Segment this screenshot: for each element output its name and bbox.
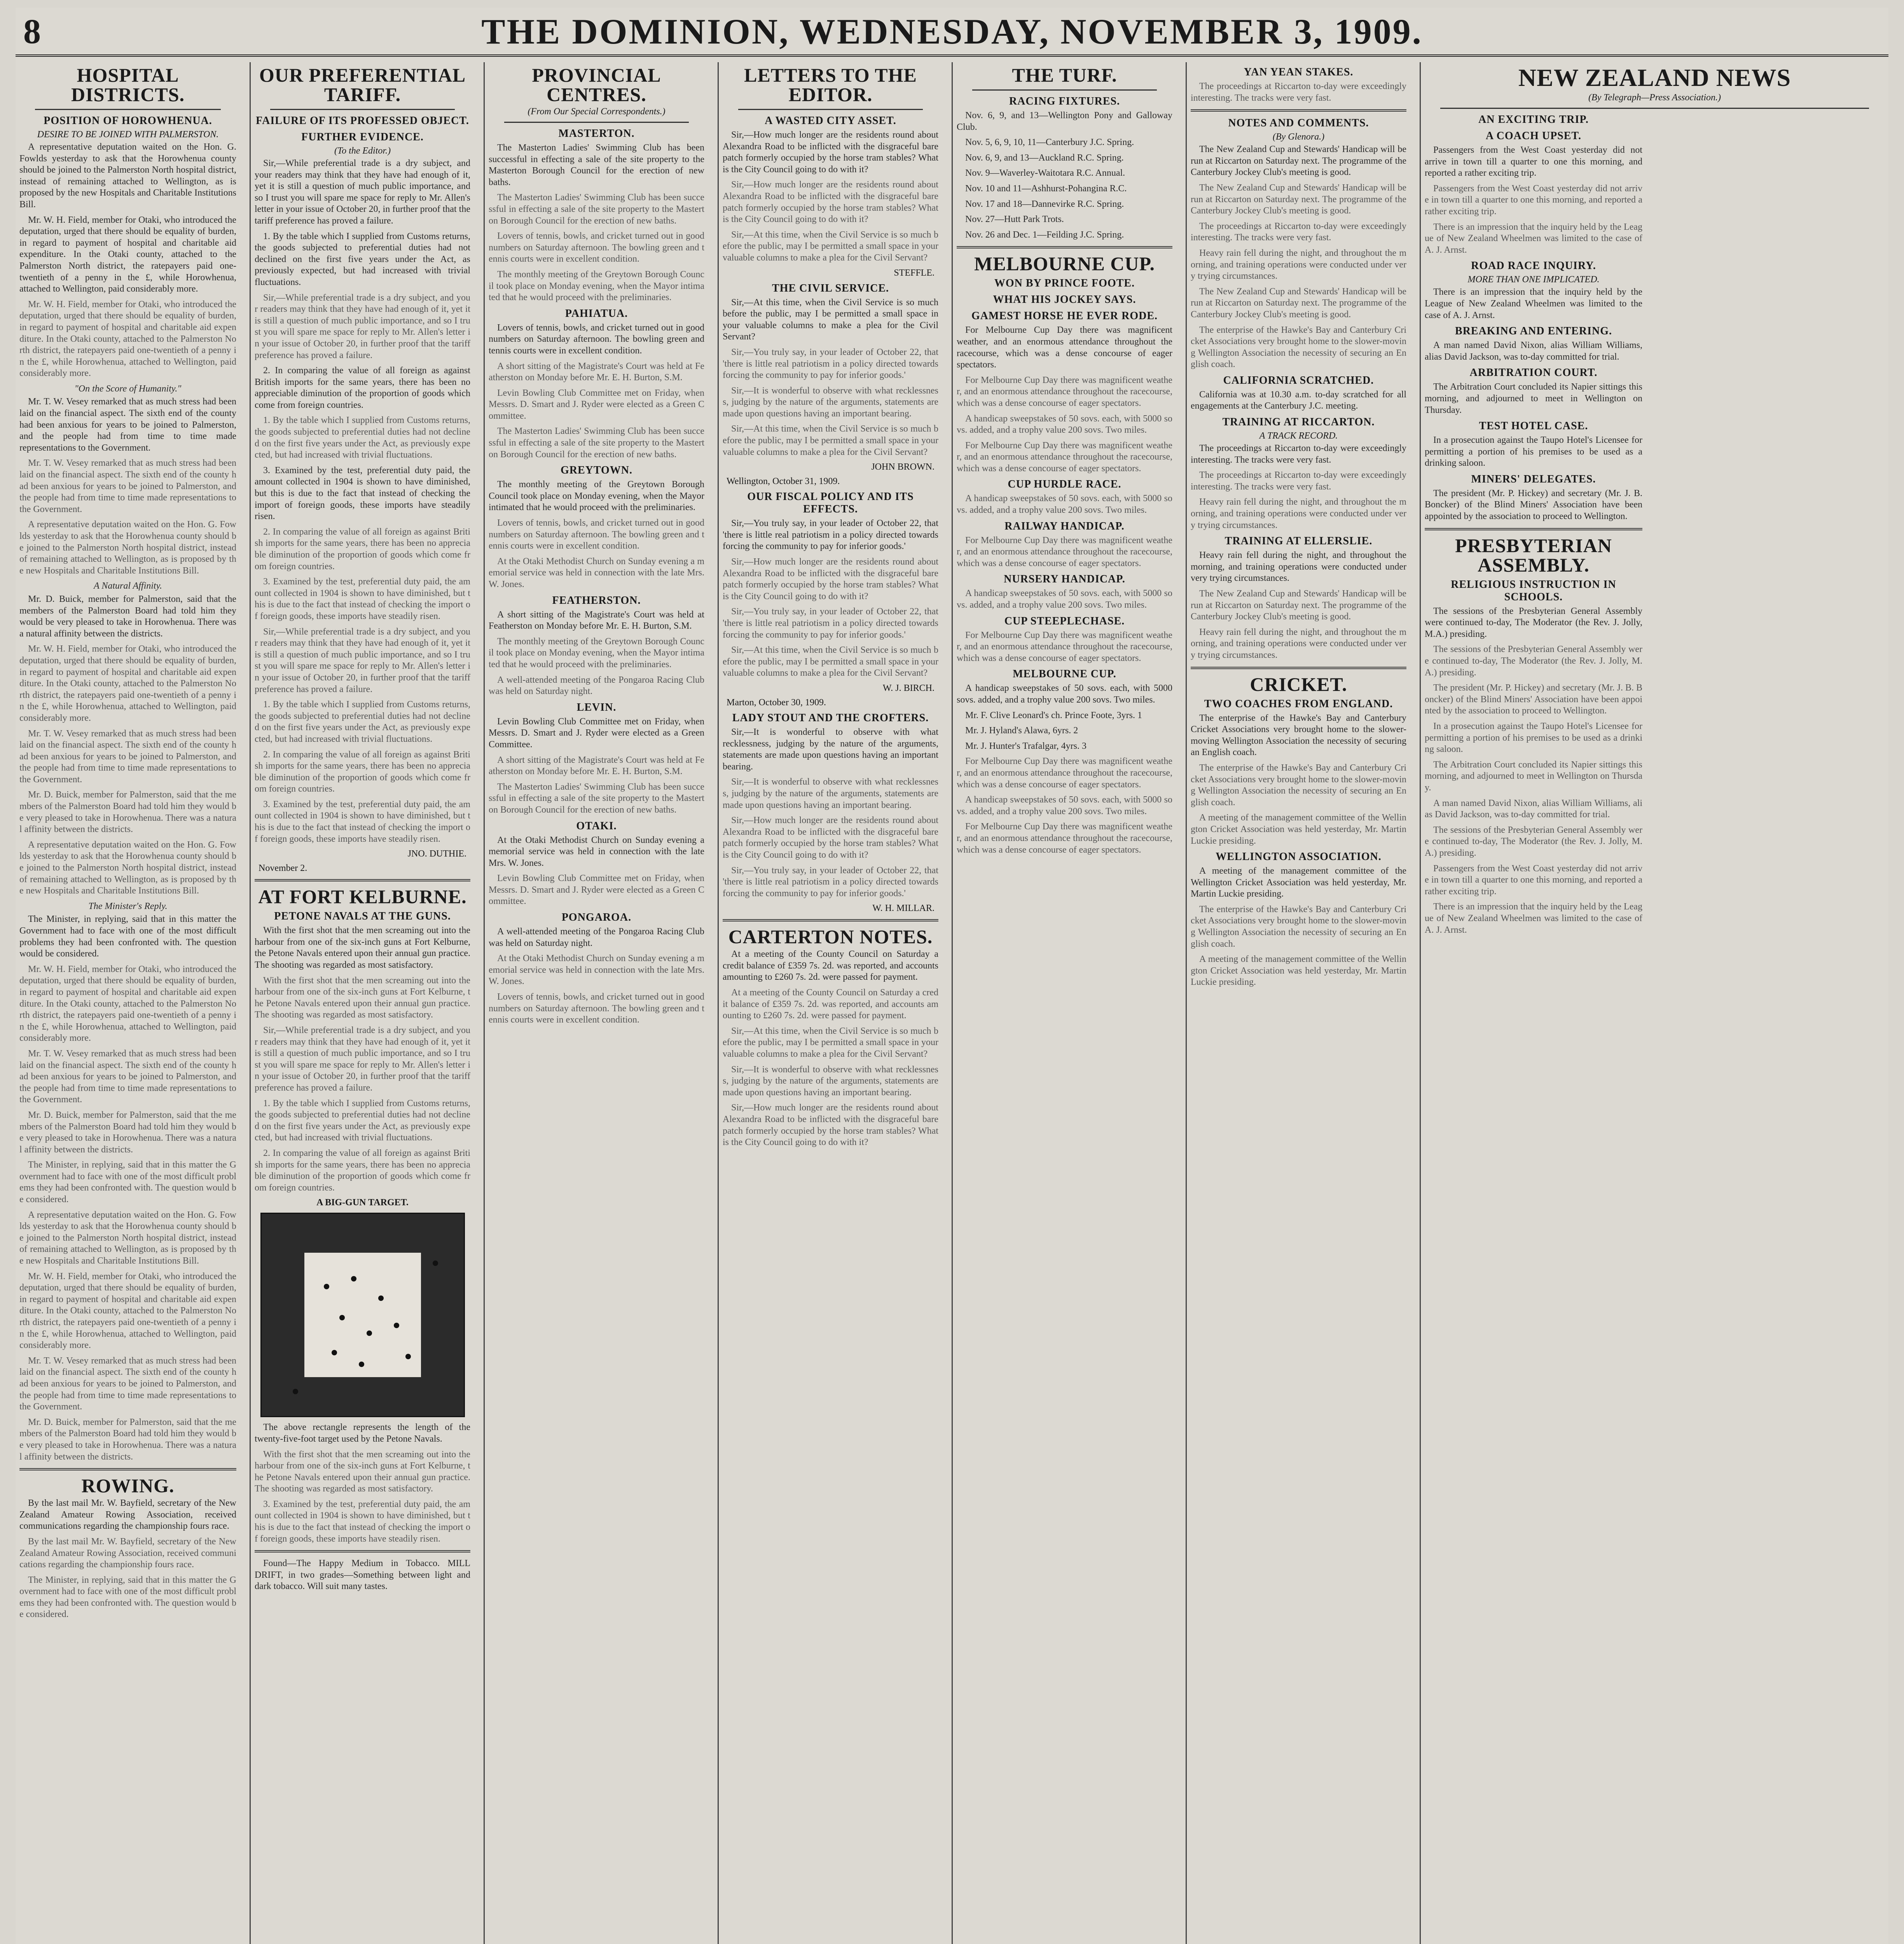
paragraph: Sir,—While preferential trade is a dry subject, and your readers may think that they have had enough of it, yet it is still a question of much public importance, and so I trust you will spare me space for reply to Mr. Allen's letter in your issue of October 20, in further proof that the tariff preference has proved a failure. (255, 626, 470, 694)
subheading: GAMEST HORSE HE EVER RODE. (971, 310, 1158, 322)
paragraph: Mr. D. Buick, member for Palmerston, said that the members of the Palmerston Board had told him they would be very pleased to take in Horowhenua. There was a natural affinity between the districts. (19, 1110, 236, 1155)
shot-mark (351, 1276, 356, 1281)
subheading: PETONE NAVALS AT THE GUNS. (274, 910, 451, 923)
paragraph: With the first shot that the men screaming out into the harbour from one of the six-inch guns at Fort Kelburne, the Petone Navals entered upon their annual gun practice. The shooting was regarded as most satisfactory. (255, 1449, 470, 1494)
paragraph: Sir,—At this time, when the Civil Service is so much before the public, may I be permitted a small space in your valuable columns to make a plea for the Civil Servant? (723, 645, 938, 678)
paragraph: A meeting of the management committee of the Wellington Cricket Association was held yesterday, Mr. Martin Luckie presiding. (1191, 813, 1406, 846)
subheading: RAILWAY HANDICAP. (1004, 520, 1125, 532)
subheading: A WASTED CITY ASSET. (765, 115, 896, 127)
subheading: A COACH UPSET. (1485, 130, 1582, 142)
paragraph: 3. Examined by the test, preferential duty paid, the amount collected in 1904 is shown to have diminished, but this is due to the fact that instead of checking the import of foreign goods, these imports have steadily risen. (255, 465, 470, 522)
paragraph: Levin Bowling Club Committee met on Friday, when Messrs. D. Smart and J. Ryder were elected as a Green Committee. (489, 388, 704, 421)
paragraph: Sir,—It is wonderful to observe with what recklessness, judging by the nature of the arguments, statements are made upon questions having an important bearing. (723, 385, 938, 419)
figure-caption: A BIG-GUN TARGET. (316, 1198, 409, 1208)
paragraph: Sir,—You truly say, in your leader of October 22, that 'there is little real patriotism in a policy directed towards forcing the community to pay for inferior goods.' (723, 518, 938, 552)
paragraph: At the Otaki Methodist Church on Sunday evening a memorial service was held in connection with the late Mrs. W. Jones. (489, 953, 704, 987)
paragraph: The Masterton Ladies' Swimming Club has been successful in effecting a sale of the site property to the Masterton Borough Council for the erection of new baths. (489, 192, 704, 226)
signature: W. H. MILLAR. (872, 903, 935, 914)
subheading: TRAINING AT ELLERSLIE. (1224, 535, 1373, 547)
paragraph: A representative deputation waited on the Hon. G. Fowlds yesterday to ask that the Horowhenua county should be joined to the Palmerston North hospital district, instead of remaining attached to Wellington, as is proposed by the new Hospitals and Charitable Institutions Bill. (19, 142, 236, 210)
paragraph: A man named David Nixon, alias William Williams, alias David Jackson, was to-day committed for trial. (1425, 798, 1642, 820)
fixture-item: Nov. 5, 6, 9, 10, 11—Canterbury J.C. Spring. (965, 137, 1134, 148)
paragraph: By the last mail Mr. W. Bayfield, secretary of the New Zealand Amateur Rowing Association, received communications regarding the championship fours race. (19, 1536, 236, 1570)
article-heading: PRESBYTERIAN ASSEMBLY. (1455, 534, 1612, 576)
paragraph: Sir,—You truly say, in your leader of October 22, that 'there is little real patriotism in a policy directed towards forcing the community to pay for inferior goods.' (723, 347, 938, 381)
article-body (255, 1422, 470, 1545)
paragraph: The enterprise of the Hawke's Bay and Canterbury Cricket Associations very brought home to the slower-moving Wellington Association the necessity of securing an English coach. (1191, 713, 1406, 758)
paragraph: Mr. T. W. Vesey remarked that as much stress had been laid on the financial aspect. The sixth end of the county had been anxious for years to be joined to Palmerston, and the people had from time to time made representations to the Government. (19, 1048, 236, 1105)
fixture-item: Nov. 6, 9, and 13—Wellington Pony and Galloway Club. (957, 110, 1172, 132)
paragraph: Mr. T. W. Vesey remarked that as much stress had been laid on the financial aspect. The sixth end of the county had been anxious for years to be joined to Palmerston, and the people had from time to time made representations to the Government. (19, 458, 236, 514)
paragraph: The president (Mr. P. Hickey) and secretary (Mr. J. B. Boncker) of the Blind Miners' Association have been appointed by the association to proceed to Wellington. (1425, 683, 1642, 716)
column-6 (1186, 62, 1410, 1944)
paragraph: The Minister, in replying, said that in this matter the Government had to face with one of the most difficult problems they had been confronted with. The question would be considered. (19, 1160, 236, 1205)
paragraph: A handicap sweepstakes of 50 sovs. each, with 5000 sovs. added, and a trophy value 200 sovs. Two miles. (957, 795, 1172, 816)
paragraph: 2. In comparing the value of all foreign as against British imports for the same years, there has been no appreciable diminution of the proportion of goods which come from foreign countries. (255, 365, 470, 410)
paragraph: The Arbitration Court concluded its Napier sittings this morning, and adjourned to meet in Wellington on Thursday. (1425, 759, 1642, 793)
subheading: WELLINGTON ASSOCIATION. (1216, 851, 1382, 863)
subheading: MINERS' DELEGATES. (1471, 473, 1596, 485)
article-heading: CARTERTON NOTES. (728, 926, 933, 948)
subheading: ROAD RACE INQUIRY. (1471, 260, 1596, 272)
paragraph: Sir,—While preferential trade is a dry subject, and your readers may think that they have had enough of it, yet it is still a question of much public importance, and so I trust you will spare me space for reply to Mr. Allen's letter in your issue of October 20, in further proof that the tariff preference has proved a failure. (255, 1025, 470, 1093)
article-heading: MELBOURNE CUP. (974, 253, 1155, 275)
shot-mark (394, 1323, 399, 1328)
ad-text: Found—The Happy Medium in Tobacco. MILL DRIFT, in two grades—Something between light and dark tobacco. Will suit many tastes. (255, 1558, 470, 1592)
article-heading: NEW ZEALAND NEWS (1518, 64, 1791, 91)
subheading: OTAKI. (576, 820, 617, 832)
paragraph: For Melbourne Cup Day there was magnificent weather, and an enormous attendance throughout the racecourse, which was a dense concourse of eager spectators. (957, 630, 1172, 663)
paragraph: At a meeting of the County Council on Saturday a credit balance of £359 7s. 2d. was reported, and accounts amounting to £260 7s. 2d. were passed for payment. (723, 949, 938, 982)
paragraph: A short sitting of the Magistrate's Court was held at Featherston on Monday before Mr. E. H. Burton, S.M. (489, 361, 704, 383)
paragraph: There is an impression that the inquiry held by the League of New Zealand Wheelmen was limited to the case of A. J. Arnst. (1425, 222, 1642, 255)
paragraph: For Melbourne Cup Day there was magnificent weather, and an enormous attendance throughout the racecourse, which was a dense concourse of eager spectators. (957, 325, 1172, 370)
column-2 (250, 62, 474, 1944)
paragraph: Sir,—How much longer are the residents round about Alexandra Road to be inflicted with the disgraceful bare patch formerly occupied by the horse tram stables? What is the City Council going to do with it? (723, 180, 938, 225)
article-body (1425, 606, 1642, 936)
paragraph: The enterprise of the Hawke's Bay and Canterbury Cricket Associations very brought home to the slower-moving Wellington Association the necessity of securing an English coach. (1191, 325, 1406, 370)
paragraph: Lovers of tennis, bowls, and cricket turned out in good numbers on Saturday afternoon. The bowling green and tennis courts were in excellent condition. (489, 322, 704, 356)
paragraph: At the Otaki Methodist Church on Sunday evening a memorial service was held in connection with the late Mrs. W. Jones. (489, 835, 704, 868)
article-body (1191, 81, 1406, 104)
advertisement (255, 1558, 470, 1593)
paragraph: The New Zealand Cup and Stewards' Handicap will be run at Riccarton on Saturday next. The programme of the Canterbury Jockey Club's meeting is good. (1191, 286, 1406, 320)
subheading: TWO COACHES FROM ENGLAND. (1204, 698, 1393, 710)
article-body (489, 835, 704, 908)
news-column-left (1425, 114, 1642, 936)
article-body (489, 716, 704, 816)
paragraph: Sir,—It is wonderful to observe with what recklessness, judging by the nature of the arguments, statements are made upon questions having an important bearing. (723, 777, 938, 810)
paragraph: Sir,—How much longer are the residents round about Alexandra Road to be inflicted with the disgraceful bare patch formerly occupied by the horse tram stables? What is the City Council going to do with it? (723, 1103, 938, 1148)
subheading: YAN YEAN STAKES. (1244, 66, 1354, 78)
subheading: "On the Score of Humanity." (74, 383, 182, 394)
paragraph: At a meeting of the County Council on Saturday a credit balance of £359 7s. 2d. was reported, and accounts amounting to £260 7s. 2d. were passed for payment. (723, 988, 938, 1021)
paragraph: Passengers from the West Coast yesterday did not arrive in town till a quarter to one this morning, and reported a rather exciting trip. (1425, 183, 1642, 217)
paragraph: The Minister, in replying, said that in this matter the Government had to face with one of the most difficult problems they had been confronted with. The question would be considered. (19, 1575, 236, 1620)
paragraph: Mr. D. Buick, member for Palmerston, said that the members of the Palmerston Board had told him they would be very pleased to take in Horowhenua. There was a natural affinity between the districts. (19, 790, 236, 835)
subheading: The Minister's Reply. (88, 901, 168, 911)
shot-mark (324, 1284, 329, 1289)
paragraph: The Masterton Ladies' Swimming Club has been successful in effecting a sale of the site property to the Masterton Borough Council for the erection of new baths. (489, 426, 704, 460)
paragraph: Heavy rain fell during the night, and throughout the morning, and training operations were conducted under very trying circumstances. (1191, 550, 1406, 584)
article-body (1425, 488, 1642, 523)
subheading: BREAKING AND ENTERING. (1455, 325, 1612, 337)
article-body (489, 926, 704, 1026)
paragraph: A meeting of the management committee of the Wellington Cricket Association was held yesterday, Mr. Martin Luckie presiding. (1191, 954, 1406, 988)
paragraph: For Melbourne Cup Day there was magnificent weather, and an enormous attendance throughout the racecourse, which was a dense concourse of eager spectators. (957, 440, 1172, 474)
subheading: MORE THAN ONE IMPLICATED. (1467, 274, 1600, 285)
subheading: NOTES AND COMMENTS. (1228, 117, 1369, 129)
paragraph: 1. By the table which I supplied from Customs returns, the goods subjected to preferential duties had not declined on the first five years under the Act, as previously expected, but had increased with trivial fluctuations. (255, 699, 470, 744)
paragraph: For Melbourne Cup Day there was magnificent weather, and an enormous attendance throughout the racecourse, which was a dense concourse of eager spectators. (957, 756, 1172, 790)
article-body (1191, 389, 1406, 412)
paragraph: The Masterton Ladies' Swimming Club has been successful in effecting a sale of the site property to the Masterton Borough Council for the erection of new baths. (489, 781, 704, 815)
paragraph: The president (Mr. P. Hickey) and secretary (Mr. J. B. Boncker) of the Blind Miners' Association have been appointed by the association to proceed to Wellington. (1425, 488, 1642, 522)
paragraph: Sir,—How much longer are the residents round about Alexandra Road to be inflicted with the disgraceful bare patch formerly occupied by the horse tram stables? What is the City Council going to do with it? (723, 130, 938, 175)
paragraph: In a prosecution against the Taupo Hotel's Licensee for permitting a portion of his premises to be used as a drinking saloon. (1425, 435, 1642, 469)
subheading: (By Telegraph—Press Association.) (1588, 93, 1721, 103)
column-3 (484, 62, 708, 1944)
paragraph: The monthly meeting of the Greytown Borough Council took place on Monday evening, when the Mayor intimated that he would proceed with the preliminaries. (489, 269, 704, 303)
paragraph: For Melbourne Cup Day there was magnificent weather, and an enormous attendance throughout the racecourse, which was a dense concourse of eager spectators. (957, 535, 1172, 568)
paragraph: The proceedings at Riccarton to-day were exceedingly interesting. The tracks were very fast. (1191, 221, 1406, 243)
paragraph: Sir,—How much longer are the residents round about Alexandra Road to be inflicted with the disgraceful bare patch formerly occupied by the horse tram stables? What is the City Council going to do with it? (723, 557, 938, 601)
paragraph: 1. By the table which I supplied from Customs returns, the goods subjected to preferential duties had not declined on the first five years under the Act, as previously expected, but had increased with trivial fluctuations. (255, 1098, 470, 1143)
paragraph: 1. By the table which I supplied from Customs returns, the goods subjected to preferential duties had not declined on the first five years under the Act, as previously expected, but had increased with trivial fluctuations. (255, 415, 470, 460)
article-body (1191, 550, 1406, 661)
paragraph: The enterprise of the Hawke's Bay and Canterbury Cricket Associations very brought home to the slower-moving Wellington Association the necessity of securing an English coach. (1191, 762, 1406, 808)
paragraph: 1. By the table which I supplied from Customs returns, the goods subjected to preferential duties had not declined on the first five years under the Act, as previously expected, but had increased with trivial fluctuations. (255, 231, 470, 287)
target-rectangle (304, 1253, 421, 1377)
subheading: CUP STEEPLECHASE. (1004, 615, 1125, 627)
dateline: Wellington, October 31, 1909. (727, 476, 840, 487)
paragraph: A representative deputation waited on the Hon. G. Fowlds yesterday to ask that the Horowhenua county should be joined to the Palmerston North hospital district, instead of remaining attached to Wellington, as is proposed by the new Hospitals and Charitable Institutions Bill. (19, 519, 236, 576)
subheading: PONGAROA. (561, 911, 632, 924)
fixture-item: Nov. 9—Waverley-Waitotara R.C. Annual. (965, 168, 1125, 178)
column-5 (952, 62, 1176, 1944)
byline: (By Glenora.) (1272, 132, 1325, 142)
subheading: WON BY PRINCE FOOTE. (994, 277, 1135, 290)
paragraph: Levin Bowling Club Committee met on Friday, when Messrs. D. Smart and J. Ryder were elected as a Green Committee. (489, 873, 704, 907)
subheading: FURTHER EVIDENCE. (301, 131, 424, 143)
article-body (957, 588, 1172, 611)
paragraph: Mr. T. W. Vesey remarked that as much stress had been laid on the financial aspect. The sixth end of the county had been anxious for years to be joined to Palmerston, and the people had from time to time made representations to the Government. (19, 397, 236, 453)
article-body (957, 630, 1172, 664)
paragraph: A handicap sweepstakes of 50 sovs. each, with 5000 sovs. added, and a trophy value 200 sovs. Two miles. (957, 413, 1172, 435)
shot-mark (405, 1354, 411, 1359)
column-7 (1420, 62, 1888, 1944)
article-body (723, 518, 938, 679)
paragraph: The monthly meeting of the Greytown Borough Council took place on Monday evening, when the Mayor intimated that he would proceed with the preliminaries. (489, 636, 704, 670)
newspaper-title: THE DOMINION, WEDNESDAY, NOVEMBER 3, 1909. (481, 12, 1423, 51)
paragraph: 3. Examined by the test, preferential duty paid, the amount collected in 1904 is shown to have diminished, but this is due to the fact that instead of checking the import of foreign goods, these imports have steadily risen. (255, 577, 470, 621)
shot-mark (367, 1330, 372, 1336)
article-body (489, 479, 704, 590)
masthead (16, 8, 1888, 57)
paragraph: A representative deputation waited on the Hon. G. Fowlds yesterday to ask that the Horowhenua county should be joined to the Palmerston North hospital district, instead of remaining attached to Wellington, as is proposed by the new Hospitals and Charitable Institutions Bill. (19, 839, 236, 896)
paragraph: Mr. W. H. Field, member for Otaki, who introduced the deputation, urged that there should be equality of burden, in regard to payment of hospital and charitable aid expenditure. In the Otaki county, attached to the Palmerston North district, the ratepayers paid one-twentieth of a penny in the £, while Horowhenua, attached to Wellington, paid considerably more. (19, 964, 236, 1044)
paragraph: By the last mail Mr. W. Bayfield, secretary of the New Zealand Amateur Rowing Association, received communications regarding the championship fours race. (19, 1498, 236, 1531)
shot-mark (332, 1350, 337, 1355)
paragraph: Sir,—You truly say, in your leader of October 22, that 'there is little real patriotism in a policy directed towards forcing the community to pay for inferior goods.' (723, 865, 938, 899)
paragraph: Sir,—You truly say, in your leader of October 22, that 'there is little real patriotism in a policy directed towards forcing the community to pay for inferior goods.' (723, 607, 938, 640)
paragraph: A handicap sweepstakes of 50 sovs. each, with 5000 sovs. added, and a trophy value 200 sovs. Two miles. (957, 683, 1172, 705)
paragraph: Mr. W. H. Field, member for Otaki, who introduced the deputation, urged that there should be equality of burden, in regard to payment of hospital and charitable aid expenditure. In the Otaki county, attached to the Palmerston North district, the ratepayers paid one-twentieth of a penny in the £, while Horowhenua, attached to Wellington, paid considerably more. (19, 299, 236, 379)
paragraph: 3. Examined by the test, preferential duty paid, the amount collected in 1904 is shown to have diminished, but this is due to the fact that instead of checking the import of foreign goods, these imports have steadily risen. (255, 799, 470, 844)
paragraph: With the first shot that the men screaming out into the harbour from one of the six-inch guns at Fort Kelburne, the Petone Navals entered upon their annual gun practice. The shooting was regarded as most satisfactory. (255, 975, 470, 1020)
paragraph: The proceedings at Riccarton to-day were exceedingly interesting. The tracks were very fast. (1191, 81, 1406, 103)
subheading: LEVIN. (576, 701, 617, 713)
article-body (255, 158, 470, 845)
article-body (489, 609, 704, 698)
paragraph: There is an impression that the inquiry held by the League of New Zealand Wheelmen was limited to the case of A. J. Arnst. (1425, 287, 1642, 320)
fixture-item: Nov. 26 and Dec. 1—Feilding J.C. Spring. (965, 229, 1124, 240)
result-line: Mr. F. Clive Leonard's ch. Prince Foote, 3yrs. 1 (965, 710, 1142, 720)
paragraph: Sir,—At this time, when the Civil Service is so much before the public, may I be permitted a small space in your valuable columns to make a plea for the Civil Servant? (723, 297, 938, 342)
paragraph: 2. In comparing the value of all foreign as against British imports for the same years, there has been no appreciable diminution of the proportion of goods which come from foreign countries. (255, 526, 470, 572)
paragraph: A short sitting of the Magistrate's Court was held at Featherston on Monday before Mr. E. H. Burton, S.M. (489, 755, 704, 777)
article-body (957, 683, 1172, 856)
paragraph: Levin Bowling Club Committee met on Friday, when Messrs. D. Smart and J. Ryder were elected as a Green Committee. (489, 716, 704, 750)
subheading: NURSERY HANDICAP. (1004, 573, 1125, 586)
paragraph: A man named David Nixon, alias William Williams, alias David Jackson, was to-day committed for trial. (1425, 340, 1642, 362)
article-body (1425, 381, 1642, 416)
signature: JOHN BROWN. (871, 462, 935, 472)
article-body (1425, 287, 1642, 321)
paragraph: There is an impression that the inquiry held by the League of New Zealand Wheelmen was limited to the case of A. J. Arnst. (1425, 902, 1642, 935)
shot-mark (433, 1260, 438, 1266)
paragraph: Passengers from the West Coast yesterday did not arrive in town till a quarter to one this morning, and reported a rather exciting trip. (1425, 863, 1642, 897)
paragraph: A handicap sweepstakes of 50 sovs. each, with 5000 sovs. added, and a trophy value 200 sovs. Two miles. (957, 493, 1172, 516)
article-body (723, 297, 938, 458)
dateline: November 2. (259, 863, 307, 874)
paragraph: A short sitting of the Magistrate's Court was held at Featherston on Monday before Mr. E. H. Burton, S.M. (489, 609, 704, 631)
paragraph: For Melbourne Cup Day there was magnificent weather, and an enormous attendance throughout the racecourse, which was a dense concourse of eager spectators. (957, 375, 1172, 408)
article-body (723, 727, 938, 899)
paragraph: Sir,—At this time, when the Civil Service is so much before the public, may I be permitted a small space in your valuable columns to make a plea for the Civil Servant? (723, 229, 938, 263)
paragraph: Mr. D. Buick, member for Palmerston, said that the members of the Palmerston Board had told him they would be very pleased to take in Horowhenua. There was a natural affinity between the districts. (19, 594, 236, 639)
paragraph: Lovers of tennis, bowls, and cricket turned out in good numbers on Saturday afternoon. The bowling green and tennis courts were in excellent condition. (489, 992, 704, 1025)
article-body (1425, 435, 1642, 469)
paragraph: At the Otaki Methodist Church on Sunday evening a memorial service was held in connection with the late Mrs. W. Jones. (489, 556, 704, 589)
paragraph: Lovers of tennis, bowls, and cricket turned out in good numbers on Saturday afternoon. The bowling green and tennis courts were in excellent condition. (489, 231, 704, 264)
subheading: AN EXCITING TRIP. (1478, 114, 1589, 126)
paragraph: Mr. W. H. Field, member for Otaki, who introduced the deputation, urged that there should be equality of burden, in regard to payment of hospital and charitable aid expenditure. In the Otaki county, attached to the Palmerston North district, the ratepayers paid one-twentieth of a penny in the £, while Horowhenua, attached to Wellington, paid considerably more. (19, 644, 236, 723)
signature: JNO. DUTHIE. (407, 849, 466, 859)
paragraph: A meeting of the management committee of the Wellington Cricket Association was held yesterday, Mr. Martin Luckie presiding. (1191, 866, 1406, 899)
paragraph: Mr. T. W. Vesey remarked that as much stress had been laid on the financial aspect. The sixth end of the county had been anxious for years to be joined to Palmerston, and the people had from time to time made representations to the Government. (19, 728, 236, 785)
article-body (723, 949, 938, 1149)
article-body (1425, 340, 1642, 363)
subheading: THE CIVIL SERVICE. (772, 282, 889, 294)
article-body (723, 129, 938, 264)
newspaper-page (16, 8, 1888, 1944)
article-heading: ROWING. (81, 1475, 175, 1497)
subheading: RELIGIOUS INSTRUCTION IN SCHOOLS. (1451, 578, 1616, 603)
paragraph: The Minister, in replying, said that in this matter the Government had to face with one of the most difficult problems they had been confronted with. The question would be considered. (19, 914, 236, 959)
column-4 (718, 62, 942, 1944)
subheading: ARBITRATION COURT. (1469, 367, 1598, 379)
paragraph: A well-attended meeting of the Pongaroa Racing Club was held on Saturday night. (489, 927, 704, 948)
article-body (957, 325, 1172, 474)
paragraph: Sir,—While preferential trade is a dry subject, and your readers may think that they have had enough of it, yet it is still a question of much public importance, and so I trust you will spare me space for reply to Mr. Allen's letter in your issue of October 20, in further proof that the tariff preference has proved a failure. (255, 158, 470, 226)
paragraph: Sir,—While preferential trade is a dry subject, and your readers may think that they have had enough of it, yet it is still a question of much public importance, and so I trust you will spare me space for reply to Mr. Allen's letter in your issue of October 20, in further proof that the tariff preference has proved a failure. (255, 292, 470, 360)
subheading: MELBOURNE CUP. (1013, 668, 1116, 680)
paragraph: The New Zealand Cup and Stewards' Handicap will be run at Riccarton on Saturday next. The programme of the Canterbury Jockey Club's meeting is good. (1191, 182, 1406, 216)
subheading: OUR FISCAL POLICY AND ITS EFFECTS. (747, 491, 914, 516)
paragraph: The above rectangle represents the length of the twenty-five-foot target used by the Petone Navals. (255, 1422, 470, 1444)
article-body (19, 142, 236, 1463)
article-heading: CRICKET. (1250, 673, 1347, 695)
subheading: CALIFORNIA SCRATCHED. (1223, 374, 1374, 386)
paragraph: The Arbitration Court concluded its Napier sittings this morning, and adjourned to meet in Wellington on Thursday. (1425, 382, 1642, 415)
paragraph: The Masterton Ladies' Swimming Club has been successful in effecting a sale of the site property to the Masterton Borough Council for the erection of new baths. (489, 143, 704, 187)
fixture-item: Nov. 27—Hutt Park Trots. (965, 214, 1064, 225)
shot-mark (339, 1315, 345, 1320)
paragraph: Mr. W. H. Field, member for Otaki, who introduced the deputation, urged that there should be equality of burden, in regard to payment of hospital and charitable aid expenditure. In the Otaki county, attached to the Palmerston North district, the ratepayers paid one-twentieth of a penny in the £, while Horowhenua, attached to Wellington, paid considerably more. (19, 1271, 236, 1351)
paragraph: Sir,—It is wonderful to observe with what recklessness, judging by the nature of the arguments, statements are made upon questions having an important bearing. (723, 727, 938, 772)
result-line: Mr. J. Hunter's Trafalgar, 4yrs. 3 (965, 741, 1087, 751)
paragraph: Sir,—At this time, when the Civil Service is so much before the public, may I be permitted a small space in your valuable columns to make a plea for the Civil Servant? (723, 424, 938, 457)
article-body (19, 1498, 236, 1621)
article-body (489, 142, 704, 304)
fixture-item: Nov. 17 and 18—Dannevirke R.C. Spring. (965, 199, 1124, 209)
paragraph: 3. Examined by the test, preferential duty paid, the amount collected in 1904 is shown to have diminished, but this is due to the fact that instead of checking the import of foreign goods, these imports have steadily risen. (255, 1499, 470, 1544)
to-the-editor: (To the Editor.) (334, 146, 391, 156)
subheading: PAHIATUA. (565, 307, 628, 320)
paragraph: A representative deputation waited on the Hon. G. Fowlds yesterday to ask that the Horowhenua county should be joined to the Palmerston North hospital district, instead of remaining attached to Wellington, as is proposed by the new Hospitals and Charitable Institutions Bill. (19, 1210, 236, 1266)
paragraph: The sessions of the Presbyterian General Assembly were continued to-day, The Moderator (the Rev. J. Jolly, M.A.) presiding. (1425, 825, 1642, 858)
page-number: 8 (23, 12, 41, 51)
paragraph: The proceedings at Riccarton to-day were exceedingly interesting. The tracks were very fast. (1191, 470, 1406, 492)
article-body (1191, 713, 1406, 847)
subheading: LADY STOUT AND THE CROFTERS. (732, 712, 929, 724)
target-figure (260, 1213, 465, 1417)
article-heading: LETTERS TO THE EDITOR. (744, 64, 917, 105)
subheading: MASTERTON. (558, 128, 635, 140)
subheading: DESIRE TO BE JOINED WITH PALMERSTON. (37, 129, 219, 140)
article-body (255, 925, 470, 1194)
columns (16, 62, 1888, 1944)
paragraph: Sir,—It is wonderful to observe with what recklessness, judging by the nature of the arguments, statements are made upon questions having an important bearing. (723, 1064, 938, 1098)
subheading: CUP HURDLE RACE. (1008, 478, 1121, 491)
article-body (957, 535, 1172, 570)
article-body (1425, 145, 1642, 256)
paragraph: Sir,—How much longer are the residents round about Alexandra Road to be inflicted with the disgraceful bare patch formerly occupied by the horse tram stables? What is the City Council going to do with it? (723, 815, 938, 860)
paragraph: Passengers from the West Coast yesterday did not arrive in town till a quarter to one this morning, and reported a rather exciting trip. (1425, 145, 1642, 178)
paragraph: Heavy rain fell during the night, and throughout the morning, and training operations were conducted under very trying circumstances. (1191, 248, 1406, 281)
article-body (1191, 865, 1406, 988)
article-body (489, 322, 704, 461)
subheading: GREYTOWN. (560, 464, 633, 477)
subheading: A TRACK RECORD. (1259, 431, 1338, 441)
dateline: Marton, October 30, 1909. (727, 697, 826, 708)
paragraph: Sir,—At this time, when the Civil Service is so much before the public, may I be permitted a small space in your valuable columns to make a plea for the Civil Servant? (723, 1026, 938, 1059)
paragraph: In a prosecution against the Taupo Hotel's Licensee for permitting a portion of his premises to be used as a drinking saloon. (1425, 721, 1642, 755)
shot-mark (359, 1362, 364, 1367)
subheading: FAILURE OF ITS PROFESSED OBJECT. (256, 115, 469, 127)
fixture-item: Nov. 10 and 11—Ashhurst-Pohangina R.C. (965, 183, 1127, 194)
article-body (957, 493, 1172, 516)
shot-mark (378, 1295, 384, 1301)
paragraph: Lovers of tennis, bowls, and cricket turned out in good numbers on Saturday afternoon. The bowling green and tennis courts were in excellent condition. (489, 518, 704, 551)
signature: STEFFLE. (894, 267, 935, 278)
article-body (1191, 443, 1406, 531)
article-heading: THE TURF. (1012, 64, 1117, 86)
article-body (1191, 144, 1406, 371)
paragraph: The enterprise of the Hawke's Bay and Canterbury Cricket Associations very brought home to the slower-moving Wellington Association the necessity of securing an English coach. (1191, 904, 1406, 949)
paragraph: California was at 10.30 a.m. to-day scratched for all engagements at the Canterbury J.C. meeting. (1191, 389, 1406, 411)
subheading: TRAINING AT RICCARTON. (1222, 416, 1375, 428)
paragraph: The New Zealand Cup and Stewards' Handicap will be run at Riccarton on Saturday next. The programme of the Canterbury Jockey Club's meeting is good. (1191, 144, 1406, 178)
column-1 (16, 62, 240, 1944)
subheading: RACING FIXTURES. (1009, 95, 1120, 107)
paragraph: Mr. W. H. Field, member for Otaki, who introduced the deputation, urged that there should be equality of burden, in regard to payment of hospital and charitable aid expenditure. In the Otaki county, attached to the Palmerston North district, the ratepayers paid one-twentieth of a penny in the £, while Horowhenua, attached to Wellington, paid considerably more. (19, 215, 236, 294)
subheading: FEATHERSTON. (552, 594, 641, 607)
shot-mark (293, 1389, 298, 1394)
article-heading: PROVINCIAL CENTRES. (532, 64, 661, 105)
paragraph: The proceedings at Riccarton to-day were exceedingly interesting. The tracks were very fast. (1191, 443, 1406, 465)
paragraph: Mr. T. W. Vesey remarked that as much stress had been laid on the financial aspect. The sixth end of the county had been anxious for years to be joined to Palmerston, and the people had from time to time made representations to the Government. (19, 1355, 236, 1412)
article-heading: OUR PREFERENTIAL TARIFF. (259, 64, 466, 105)
paragraph: 2. In comparing the value of all foreign as against British imports for the same years, there has been no appreciable diminution of the proportion of goods which come from foreign countries. (255, 1148, 470, 1193)
result-line: Mr. J. Hyland's Alawa, 6yrs. 2 (965, 726, 1078, 736)
article-heading: HOSPITAL DISTRICTS. (71, 64, 185, 105)
paragraph: 2. In comparing the value of all foreign as against British imports for the same years, there has been no appreciable diminution of the proportion of goods which come from foreign countries. (255, 749, 470, 794)
paragraph: For Melbourne Cup Day there was magnificent weather, and an enormous attendance throughout the racecourse, which was a dense concourse of eager spectators. (957, 822, 1172, 855)
fixture-item: Nov. 6, 9, and 13—Auckland R.C. Spring. (965, 152, 1124, 163)
subheading: A Natural Affinity. (94, 581, 162, 591)
paragraph: Heavy rain fell during the night, and throughout the morning, and training operations were conducted under very trying circumstances. (1191, 497, 1406, 530)
paragraph: The sessions of the Presbyterian General Assembly were continued to-day, The Moderator (the Rev. J. Jolly, M.A.) presiding. (1425, 606, 1642, 639)
paragraph: A handicap sweepstakes of 50 sovs. each, with 5000 sovs. added, and a trophy value 200 sovs. Two miles. (957, 588, 1172, 610)
paragraph: With the first shot that the men screaming out into the harbour from one of the six-inch guns at Fort Kelburne, the Petone Navals entered upon their annual gun practice. The shooting was regarded as most satisfactory. (255, 925, 470, 970)
paragraph: Heavy rain fell during the night, and throughout the morning, and training operations were conducted under very trying circumstances. (1191, 627, 1406, 660)
subheading: TEST HOTEL CASE. (1479, 420, 1588, 432)
subheading: WHAT HIS JOCKEY SAYS. (993, 294, 1136, 306)
paragraph: The New Zealand Cup and Stewards' Handicap will be run at Riccarton on Saturday next. The programme of the Canterbury Jockey Club's meeting is good. (1191, 589, 1406, 622)
article-heading: AT FORT KELBURNE. (258, 886, 467, 908)
paragraph: The monthly meeting of the Greytown Borough Council took place on Monday evening, when the Mayor intimated that he would proceed with the preliminaries. (489, 479, 704, 513)
signature: W. J. BIRCH. (882, 683, 935, 693)
paragraph: A well-attended meeting of the Pongaroa Racing Club was held on Saturday night. (489, 675, 704, 697)
subheading: POSITION OF HOROWHENUA. (44, 115, 212, 127)
fixtures-list (957, 110, 1172, 241)
paragraph: The sessions of the Presbyterian General Assembly were continued to-day, The Moderator (the Rev. J. Jolly, M.A.) presiding. (1425, 644, 1642, 678)
subheading: (From Our Special Correspondents.) (528, 107, 666, 117)
paragraph: Mr. D. Buick, member for Palmerston, said that the members of the Palmerston Board had told him they would be very pleased to take in Horowhenua. There was a natural affinity between the districts. (19, 1417, 236, 1462)
